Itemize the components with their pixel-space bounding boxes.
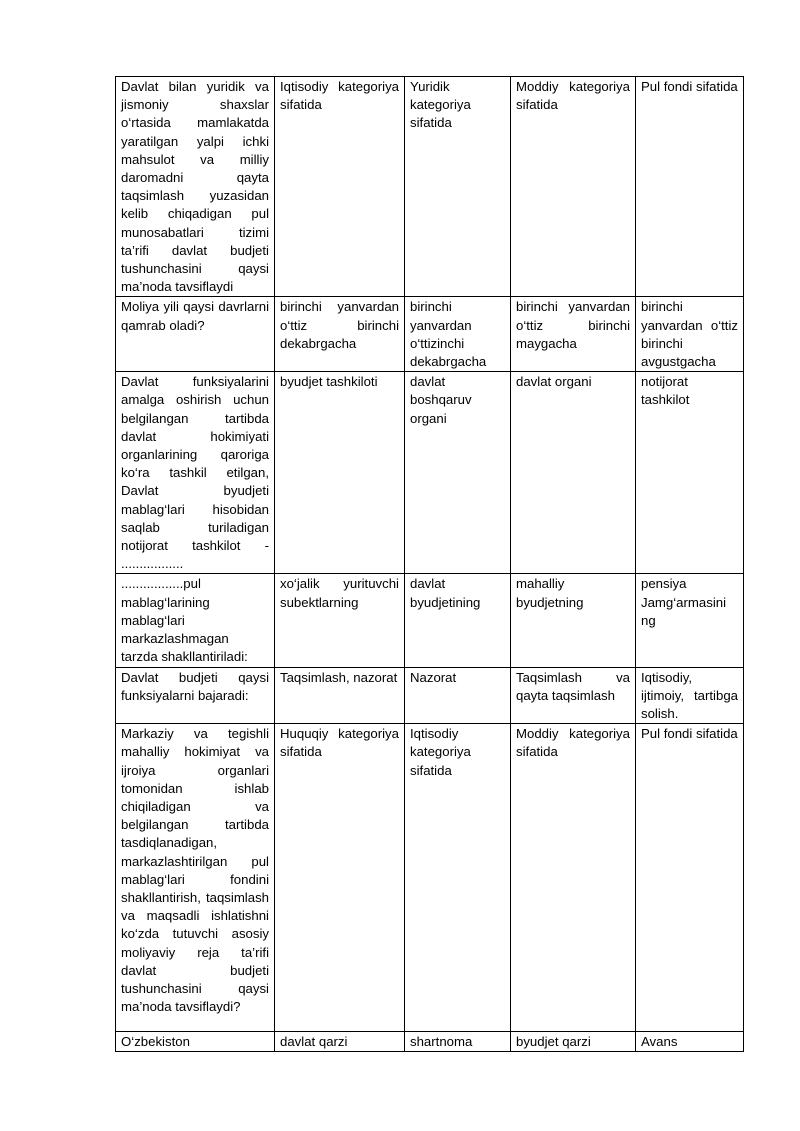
question-cell: .................pul mablag‘larining mablag‘lari markazlashmagan tarzda shakllantiriladi: <box>116 574 275 667</box>
quiz-table <box>115 76 744 1052</box>
option-d-cell: birinchi yanvardan o‘ttiz birinchi avgustgacha <box>636 297 744 372</box>
option-a-cell: davlat qarzi <box>275 1032 405 1052</box>
option-b-cell: birinchi yanvardan o‘ttizinchi dekabrgacha <box>405 297 511 372</box>
option-a-cell: Iqtisodiy kategoriya sifatida <box>275 77 405 297</box>
question-cell: O‘zbekiston <box>116 1032 275 1052</box>
option-a-cell: xo‘jalik yurituvchi subektlarning <box>275 574 405 667</box>
table-row <box>116 1032 744 1052</box>
option-b-cell: Nazorat <box>405 667 511 724</box>
table-row <box>116 297 744 372</box>
option-b-cell: Yuridik kategoriya sifatida <box>405 77 511 297</box>
option-b-cell: davlat byudjetining <box>405 574 511 667</box>
option-a-cell: Huquqiy kategoriya sifatida <box>275 724 405 1032</box>
option-b-cell: davlat boshqaruv organi <box>405 372 511 574</box>
option-a-cell: byudjet tashkiloti <box>275 372 405 574</box>
table-row <box>116 372 744 574</box>
option-c-cell: byudjet qarzi <box>511 1032 636 1052</box>
option-d-cell: Pul fondi sifatida <box>636 77 744 297</box>
option-c-cell: davlat organi <box>511 372 636 574</box>
option-d-cell: Iqtisodiy, ijtimoiy, tartibga solish. <box>636 667 744 724</box>
table-row <box>116 724 744 1032</box>
table-row <box>116 667 744 724</box>
option-b-cell: shartnoma <box>405 1032 511 1052</box>
option-a-cell: Taqsimlash, nazorat <box>275 667 405 724</box>
option-a-cell: birinchi yanvardan o‘ttiz birinchi dekabrgacha <box>275 297 405 372</box>
option-c-cell: mahalliy byudjetning <box>511 574 636 667</box>
table-row <box>116 77 744 297</box>
option-c-cell: Moddiy kategoriya sifatida <box>511 77 636 297</box>
question-cell: Davlat budjeti qaysi funksiyalarni bajaradi: <box>116 667 275 724</box>
option-b-cell: Iqtisodiy kategoriya sifatida <box>405 724 511 1032</box>
document-page <box>115 76 742 1052</box>
table-row <box>116 574 744 667</box>
question-cell: Moliya yili qaysi davrlarni qamrab oladi? <box>116 297 275 372</box>
option-d-cell: Pul fondi sifatida <box>636 724 744 1032</box>
option-d-cell: Avans <box>636 1032 744 1052</box>
option-d-cell: notijorat tashkilot <box>636 372 744 574</box>
option-c-cell: Taqsimlash va qayta taqsimlash <box>511 667 636 724</box>
question-cell: Davlat funksiyalarini amalga oshirish uchun belgilangan tartibda davlat hokimiyati organlarining qaroriga ko‘ra tashkil etilgan, Davlat byudjeti mablag‘lari hisobidan saqlab turiladigan notijorat tashkilot - ................. <box>116 372 275 574</box>
option-d-cell: pensiya Jamg‘armasini ng <box>636 574 744 667</box>
option-c-cell: birinchi yanvardan o‘ttiz birinchi maygacha <box>511 297 636 372</box>
question-cell: Markaziy va tegishli mahalliy hokimiyat va ijroiya organlari tomonidan ishlab chiqiladigan va belgilangan tartibda tasdiqlanadigan, markazlashtirilgan pul mablag‘lari fondini shakllantirish, taqsimlash va maqsadli ishlatishni ko‘zda tutuvchi asosiy moliyaviy reja ta’rifi davlat budjeti tushunchasini qaysi ma’noda tavsiflaydi? <box>116 724 275 1032</box>
option-c-cell: Moddiy kategoriya sifatida <box>511 724 636 1032</box>
question-cell: Davlat bilan yuridik va jismoniy shaxslar o‘rtasida mamlakatda yaratilgan yalpi ichki mahsulot va milliy daromadni qayta taqsimlash yuzasidan kelib chiqadigan pul munosabatlari tizimi ta’rifi davlat budjeti tushunchasini qaysi ma’noda tavsiflaydi <box>116 77 275 297</box>
